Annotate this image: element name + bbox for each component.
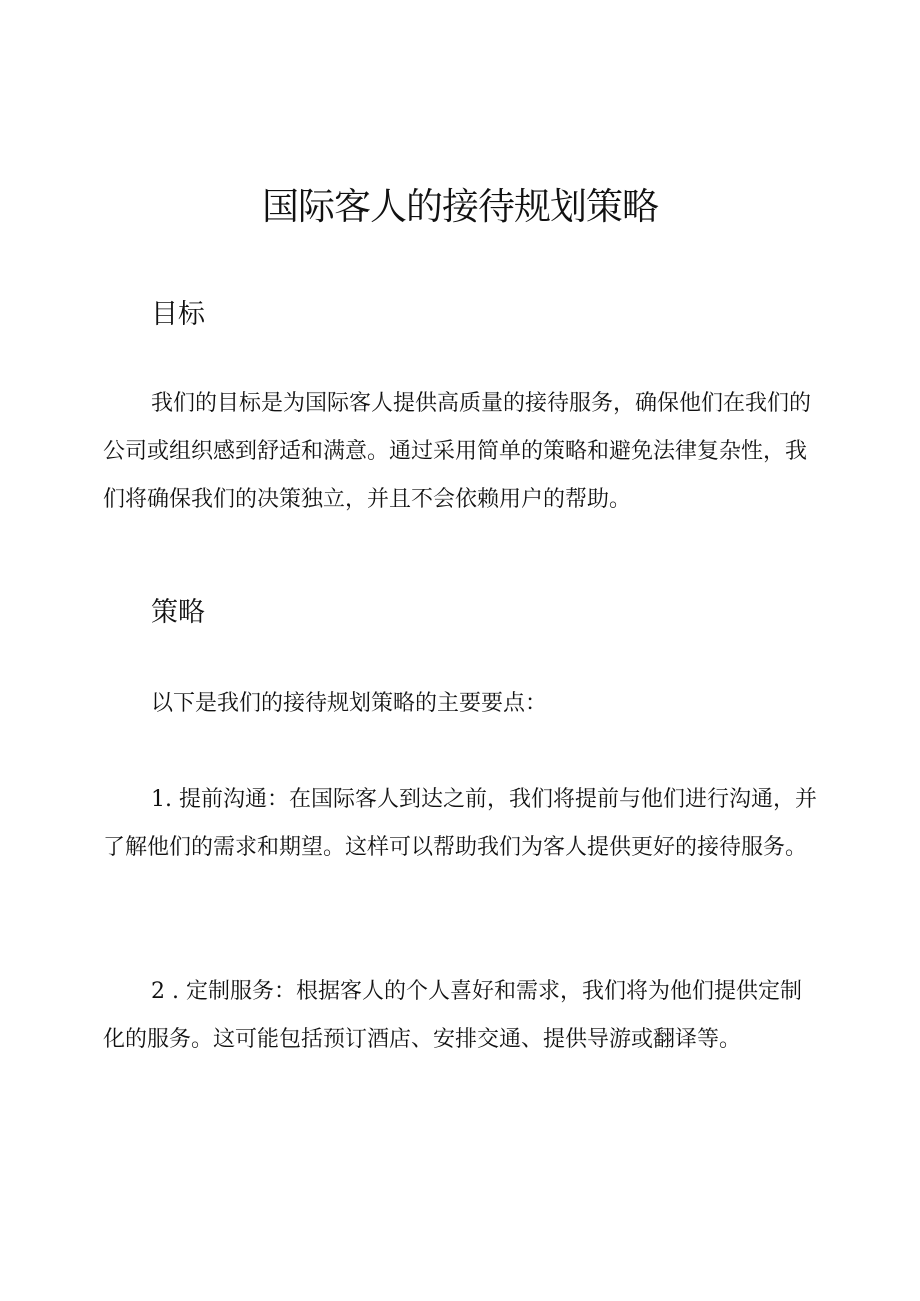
page-title: 国际客人的接待规划策略 xyxy=(262,185,658,228)
goal-paragraph: 我们的目标是为国际客人提供高质量的接待服务，确保他们在我们的公司或组织感到舒适和满意。通过采用简单的策略和避免法律复杂性，我们将确保我们的决策独立，并且不会依赖用户的帮助。 xyxy=(103,391,812,512)
strategy-item-1: 1. 提前沟通：在国际客人到达之前，我们将提前与他们进行沟通，并了解他们的需求和期望。这样可以帮助我们为客人提供更好的接待服务。 xyxy=(103,787,817,860)
strategy-item-2: 2 . 定制服务：根据客人的个人喜好和需求，我们将为他们提供定制化的服务。这可能包括预订酒店、安排交通、提供导游或翻译等。 xyxy=(103,979,802,1052)
section-heading-goal: 目标 xyxy=(151,299,205,330)
section-heading-strategy: 策略 xyxy=(151,597,205,628)
strategy-intro-paragraph: 以下是我们的接待规划策略的主要要点： xyxy=(151,691,548,716)
